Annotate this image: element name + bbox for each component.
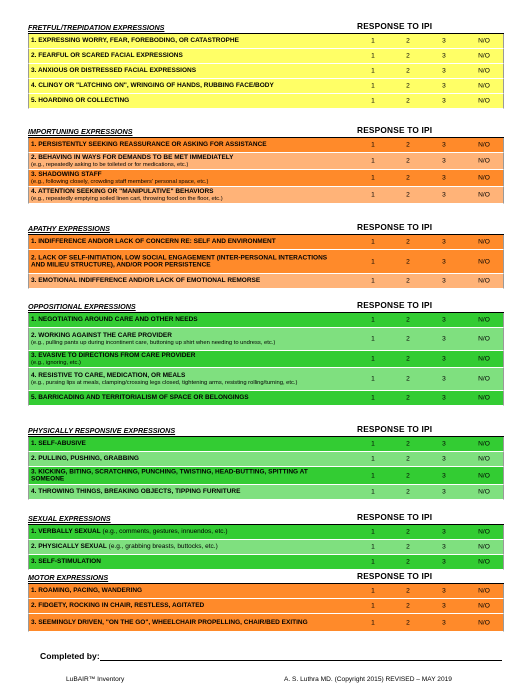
item-text: 1. SELF-ABUSIVE [31, 440, 86, 448]
item-row [28, 437, 504, 452]
response-option-1[interactable]: 1 [371, 52, 375, 60]
section-title: OPPOSITIONAL EXPRESSIONS [28, 302, 136, 311]
item-label [31, 171, 333, 185]
item-text: 4. ATTENTION SEEKING OR "MANIPULATIVE" BEHAVIORS [31, 188, 214, 195]
item-row [28, 79, 504, 94]
section-header [28, 20, 504, 34]
response-option-not-observed[interactable]: N/O [478, 191, 490, 199]
item-text: 1. ROAMING, PACING, WANDERING [31, 587, 143, 595]
item-text: 4. THROWING THINGS, BREAKING OBJECTS, TIPPING FURNITURE [31, 488, 241, 496]
item-row [28, 452, 504, 467]
item-label [31, 558, 333, 566]
response-option-2[interactable]: 2 [406, 97, 410, 105]
response-option-not-observed[interactable]: N/O [478, 37, 490, 45]
response-option-1[interactable]: 1 [371, 97, 375, 105]
section-header [28, 299, 504, 313]
item-label [31, 619, 333, 627]
item-label [31, 468, 333, 483]
item-example: (e.g., repeatedly emptying soiled linen cart, throwing food on the floor, etc.) [31, 195, 223, 202]
item-row [28, 94, 504, 109]
response-option-2[interactable]: 2 [406, 394, 410, 402]
response-option-2[interactable]: 2 [406, 277, 410, 285]
section-6 [28, 511, 504, 570]
response-option-not-observed[interactable]: N/O [478, 472, 490, 479]
item-text: 3. KICKING, BITING, SCRATCHING, PUNCHING, TWISTING, HEAD-BUTTING, SPITTING AT SOMEONE [31, 467, 308, 483]
response-to-ipi-header: RESPONSE TO IPI [357, 21, 433, 31]
section-header [28, 570, 504, 584]
item-row [28, 49, 504, 64]
response-option-not-observed[interactable]: N/O [478, 97, 490, 105]
section-2 [28, 124, 504, 204]
item-text: 4. RESISTIVE TO CARE, MEDICATION, OR MEALS [31, 372, 186, 379]
response-option-1[interactable]: 1 [371, 191, 375, 199]
item-text: 2. BEHAVING IN WAYS FOR DEMANDS TO BE MET IMMEDIATELY [31, 154, 234, 161]
response-option-3[interactable]: 3 [442, 191, 446, 199]
item-label [31, 602, 333, 610]
item-label [31, 352, 333, 366]
response-option-3[interactable]: 3 [442, 37, 446, 45]
response-option-3[interactable]: 3 [442, 602, 446, 610]
item-row [28, 391, 504, 406]
response-option-not-observed[interactable]: N/O [478, 375, 490, 383]
response-option-3[interactable]: 3 [442, 440, 446, 448]
section-5 [28, 423, 504, 500]
item-label [31, 332, 333, 346]
response-option-3[interactable]: 3 [442, 488, 446, 496]
response-option-3[interactable]: 3 [442, 238, 446, 246]
response-option-1[interactable]: 1 [371, 619, 375, 626]
response-option-not-observed[interactable]: N/O [478, 619, 490, 626]
item-label [31, 52, 333, 60]
response-option-2[interactable]: 2 [406, 375, 410, 383]
response-option-not-observed[interactable]: N/O [478, 543, 490, 551]
response-to-ipi-header: RESPONSE TO IPI [357, 512, 433, 522]
response-option-not-observed[interactable]: N/O [478, 440, 490, 448]
response-option-1[interactable]: 1 [371, 488, 375, 496]
response-option-3[interactable]: 3 [442, 394, 446, 402]
response-option-1[interactable]: 1 [371, 528, 375, 536]
response-option-not-observed[interactable]: N/O [478, 455, 490, 463]
item-row [28, 555, 504, 570]
item-row [28, 138, 504, 153]
response-option-2[interactable]: 2 [406, 316, 410, 324]
item-label [31, 488, 333, 496]
item-row [28, 328, 504, 351]
response-option-3[interactable]: 3 [442, 97, 446, 105]
response-option-not-observed[interactable]: N/O [478, 558, 490, 566]
response-option-3[interactable]: 3 [442, 141, 446, 149]
item-text: 2. FIDGETY, ROCKING IN CHAIR, RESTLESS, AGITATED [31, 602, 205, 610]
item-row [28, 599, 504, 614]
item-example: (e.g., grabbing breasts, buttocks, etc.) [106, 543, 218, 551]
section-title: MOTOR EXPRESSIONS [28, 573, 109, 582]
response-option-3[interactable]: 3 [442, 375, 446, 383]
response-option-3[interactable]: 3 [442, 619, 446, 626]
item-example: (e.g., comments, gestures, innuendos, etc.) [100, 528, 228, 536]
response-option-1[interactable]: 1 [371, 472, 375, 479]
response-option-3[interactable]: 3 [442, 472, 446, 479]
response-option-2[interactable]: 2 [406, 157, 410, 165]
response-option-2[interactable]: 2 [406, 141, 410, 149]
response-option-2[interactable]: 2 [406, 67, 410, 75]
response-option-3[interactable]: 3 [442, 316, 446, 324]
item-label [31, 67, 333, 75]
item-text: 3. EMOTIONAL INDIFFERENCE AND/OR LACK OF EMOTIONAL REMORSE [31, 277, 261, 285]
item-text: 1. EXPRESSING WORRY, FEAR, FOREBODING, OR CATASTROPHE [31, 37, 239, 45]
item-text: 1. NEGOTIATING AROUND CARE AND OTHER NEEDS [31, 316, 198, 324]
item-label [31, 372, 333, 386]
response-option-3[interactable]: 3 [442, 355, 446, 363]
response-option-not-observed[interactable]: N/O [478, 141, 490, 149]
item-text: 2. WORKING AGAINST THE CARE PROVIDER [31, 332, 172, 339]
response-option-2[interactable]: 2 [406, 258, 410, 265]
response-option-3[interactable]: 3 [442, 587, 446, 595]
response-to-ipi-header: RESPONSE TO IPI [357, 424, 433, 434]
response-option-1[interactable]: 1 [371, 238, 375, 246]
item-label [31, 37, 333, 45]
item-example: (e.g., pulling pants up during incontinent care, buttoning up shirt when needing to undress, etc.) [31, 339, 276, 346]
section-3 [28, 221, 504, 289]
item-example: (e.g., following closely, crowding staff members' personal space, etc.) [31, 178, 209, 185]
item-row [28, 170, 504, 187]
response-option-1[interactable]: 1 [371, 141, 375, 149]
response-option-not-observed[interactable]: N/O [478, 587, 490, 595]
item-text: 3. SELF-STIMULATION [31, 558, 101, 566]
response-option-3[interactable]: 3 [442, 455, 446, 463]
response-option-1[interactable]: 1 [371, 455, 375, 463]
response-option-1[interactable]: 1 [371, 258, 375, 265]
item-row [28, 584, 504, 599]
item-label [31, 316, 333, 324]
response-option-2[interactable]: 2 [406, 37, 410, 45]
response-option-1[interactable]: 1 [371, 587, 375, 595]
item-text: 3. EVASIVE TO DIRECTIONS FROM CARE PROVIDER [31, 352, 196, 359]
response-option-2[interactable]: 2 [406, 52, 410, 60]
response-option-1[interactable]: 1 [371, 440, 375, 448]
item-row [28, 235, 504, 250]
item-text: 1. INDIFFERENCE AND/OR LACK OF CONCERN RE: SELF AND ENVIRONMENT [31, 238, 276, 246]
response-option-not-observed[interactable]: N/O [478, 602, 490, 610]
item-example: (e.g., ignoring, etc.) [31, 359, 81, 366]
response-option-2[interactable]: 2 [406, 558, 410, 566]
response-option-not-observed[interactable]: N/O [478, 157, 490, 165]
response-option-1[interactable]: 1 [371, 277, 375, 285]
response-option-3[interactable]: 3 [442, 157, 446, 165]
response-to-ipi-header: RESPONSE TO IPI [357, 125, 433, 135]
response-option-not-observed[interactable]: N/O [478, 258, 490, 265]
response-option-3[interactable]: 3 [442, 67, 446, 75]
response-option-not-observed[interactable]: N/O [478, 174, 490, 182]
response-option-2[interactable]: 2 [406, 440, 410, 448]
response-option-3[interactable]: 3 [442, 543, 446, 551]
section-1 [28, 20, 504, 109]
item-label [31, 277, 333, 285]
item-row [28, 525, 504, 540]
response-option-1[interactable]: 1 [371, 558, 375, 566]
item-row [28, 34, 504, 49]
response-option-2[interactable]: 2 [406, 238, 410, 246]
item-text: 5. HOARDING OR COLLECTING [31, 97, 130, 105]
item-label [31, 238, 333, 246]
response-option-1[interactable]: 1 [371, 394, 375, 402]
item-text: 5. BARRICADING AND TERRITORIALISM OF SPACE OR BELONGINGS [31, 394, 249, 402]
response-option-1[interactable]: 1 [371, 157, 375, 165]
item-text: 3. ANXIOUS OR DISTRESSED FACIAL EXPRESSIONS [31, 67, 197, 75]
completed-by-label: Completed by: [40, 651, 100, 661]
response-option-2[interactable]: 2 [406, 174, 410, 182]
response-option-1[interactable]: 1 [371, 543, 375, 551]
item-row [28, 351, 504, 368]
item-text: 2. PHYSICALLY SEXUAL [31, 543, 107, 551]
response-option-2[interactable]: 2 [406, 619, 410, 626]
response-option-1[interactable]: 1 [371, 375, 375, 383]
item-row [28, 313, 504, 328]
response-option-not-observed[interactable]: N/O [478, 394, 490, 402]
item-text: 2. FEARFUL OR SCARED FACIAL EXPRESSIONS [31, 52, 183, 60]
item-text: 2. LACK OF SELF-INITIATION, LOW SOCIAL ENGAGEMENT (INTER-PERSONAL INTERACTIONS AND MILIEU STRUCTURE), AND/OR POOR PERSISTENCE [31, 253, 328, 269]
section-title: FRETFUL/TREPIDATION EXPRESSIONS [28, 23, 165, 32]
response-option-2[interactable]: 2 [406, 455, 410, 463]
item-row [28, 485, 504, 500]
item-row [28, 250, 504, 274]
response-option-not-observed[interactable]: N/O [478, 355, 490, 363]
section-title: APATHY EXPRESSIONS [28, 224, 110, 233]
response-option-3[interactable]: 3 [442, 174, 446, 182]
response-to-ipi-header: RESPONSE TO IPI [357, 571, 433, 581]
item-label [31, 188, 333, 202]
response-option-3[interactable]: 3 [442, 277, 446, 285]
item-row [28, 614, 504, 632]
completed-by-signature-line[interactable] [100, 660, 502, 661]
item-text: 4. CLINGY OR "LATCHING ON", WRINGING OF HANDS, RUBBING FACE/BODY [31, 82, 274, 90]
response-option-not-observed[interactable]: N/O [478, 277, 490, 285]
item-row [28, 187, 504, 204]
response-to-ipi-header: RESPONSE TO IPI [357, 300, 433, 310]
item-label [31, 82, 333, 90]
response-option-not-observed[interactable]: N/O [478, 316, 490, 324]
response-option-3[interactable]: 3 [442, 528, 446, 536]
response-to-ipi-header: RESPONSE TO IPI [357, 222, 433, 232]
item-text: 3. SEEMINGLY DRIVEN, "ON THE GO", WHEELCHAIR PROPELLING, CHAIR/BED EXITING [31, 618, 308, 626]
response-option-2[interactable]: 2 [406, 355, 410, 363]
item-label [31, 254, 333, 269]
response-option-2[interactable]: 2 [406, 543, 410, 551]
response-option-3[interactable]: 3 [442, 558, 446, 566]
item-text: 2. PULLING, PUSHING, GRABBING [31, 455, 139, 463]
response-option-1[interactable]: 1 [371, 174, 375, 182]
response-option-not-observed[interactable]: N/O [478, 528, 490, 536]
response-option-2[interactable]: 2 [406, 82, 410, 90]
item-label [31, 154, 333, 168]
item-label [31, 528, 333, 536]
response-option-not-observed[interactable]: N/O [478, 335, 490, 343]
response-option-not-observed[interactable]: N/O [478, 488, 490, 496]
response-option-1[interactable]: 1 [371, 355, 375, 363]
response-option-1[interactable]: 1 [371, 316, 375, 324]
response-option-2[interactable]: 2 [406, 472, 410, 479]
brand-label: LuBAIR™ Inventory [66, 676, 125, 683]
response-option-2[interactable]: 2 [406, 335, 410, 343]
response-option-1[interactable]: 1 [371, 335, 375, 343]
item-row [28, 274, 504, 289]
response-option-not-observed[interactable]: N/O [478, 238, 490, 246]
response-option-2[interactable]: 2 [406, 191, 410, 199]
item-text: 1. VERBALLY SEXUAL [31, 528, 101, 536]
response-option-2[interactable]: 2 [406, 602, 410, 610]
item-label [31, 141, 333, 149]
item-row [28, 540, 504, 555]
response-option-1[interactable]: 1 [371, 67, 375, 75]
item-example: (e.g., pursing lips at meals, clamping/crossing legs closed, tightening arms, resisting rolling/turning, etc.) [31, 379, 298, 386]
response-option-2[interactable]: 2 [406, 587, 410, 595]
item-text: 3. SHADOWING STAFF [31, 171, 102, 178]
item-row [28, 467, 504, 485]
response-option-not-observed[interactable]: N/O [478, 52, 490, 60]
section-4 [28, 299, 504, 406]
item-label [31, 394, 333, 402]
section-title: PHYSICALLY RESPONSIVE EXPRESSIONS [28, 426, 176, 435]
item-label [31, 543, 333, 551]
item-text: 1. PERSISTENTLY SEEKING REASSURANCE OR ASKING FOR ASSISTANCE [31, 141, 267, 149]
item-row [28, 368, 504, 391]
response-option-3[interactable]: 3 [442, 335, 446, 343]
response-option-1[interactable]: 1 [371, 82, 375, 90]
response-option-3[interactable]: 3 [442, 52, 446, 60]
copyright-credit: A. S. Luthra MD. (Copyright 2015) REVISED – MAY 2019 [284, 676, 452, 683]
section-header [28, 511, 504, 525]
section-header [28, 124, 504, 138]
section-title: SEXUAL EXPRESSIONS [28, 514, 111, 523]
item-example: (e.g., repeatedly asking to be toileted or for medications, etc.) [31, 161, 189, 168]
response-option-not-observed[interactable]: N/O [478, 67, 490, 75]
section-7 [28, 570, 504, 632]
response-option-3[interactable]: 3 [442, 82, 446, 90]
item-row [28, 153, 504, 170]
item-label [31, 97, 333, 105]
response-option-1[interactable]: 1 [371, 37, 375, 45]
section-title: IMPORTUNING EXPRESSIONS [28, 127, 133, 136]
response-option-2[interactable]: 2 [406, 488, 410, 496]
item-label [31, 440, 333, 448]
response-option-1[interactable]: 1 [371, 602, 375, 610]
item-row [28, 64, 504, 79]
section-header [28, 221, 504, 235]
response-option-2[interactable]: 2 [406, 528, 410, 536]
item-label [31, 587, 333, 595]
item-label [31, 455, 333, 463]
response-option-not-observed[interactable]: N/O [478, 82, 490, 90]
response-option-3[interactable]: 3 [442, 258, 446, 265]
section-header [28, 423, 504, 437]
